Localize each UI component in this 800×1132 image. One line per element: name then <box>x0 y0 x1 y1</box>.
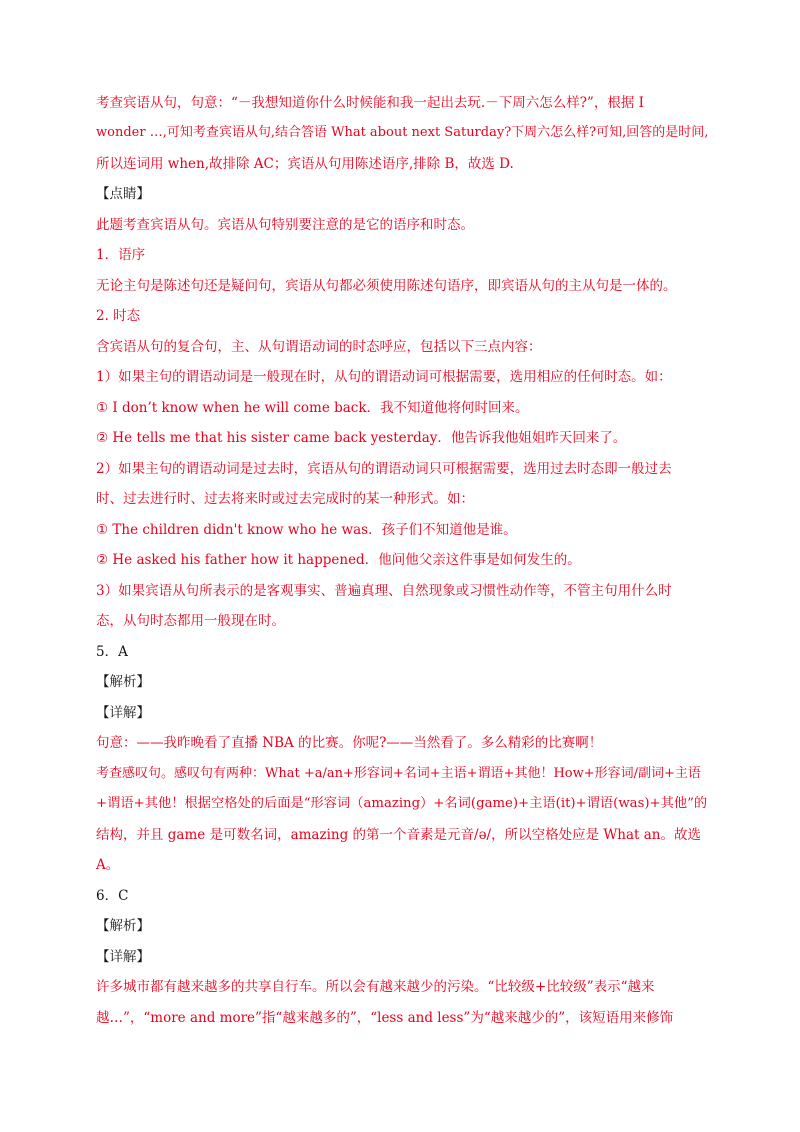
text-line: 结构，并且 game 是可数名词，amazing 的第一个音素是元音/ə/，所以空格处应是 What an。故选 <box>96 827 701 843</box>
question-number: 5．A <box>96 644 128 660</box>
text-line: 考查感叹句。感叹句有两种：What +a/an+形容词+名词+主语+谓语+其他！How+形容词/副词+主语 <box>96 766 701 781</box>
question-number: 6．C <box>96 888 129 904</box>
text-line: 越…”，“more and more”指“越来越多的”，“less and less”为“越来越少的”，该短语用来修饰 <box>96 1010 674 1026</box>
text-line: 考查宾语从句，句意：“－我想知道你什么时候能和我一起出去玩.－下周六怎么样?”，根据 I <box>96 95 644 111</box>
text-line: 1）如果主句的谓语动词是一般现在时，从句的谓语动词可根据需要，选用相应的任何时态。如： <box>96 369 672 385</box>
text-line: 态，从句时态都用一般现在时。 <box>96 613 285 629</box>
text-line: ① I don’t know when he will come back．我不知道他将何时回来。 <box>96 400 529 416</box>
text-line: 2. 时态 <box>96 308 141 324</box>
text-line: 2）如果主句的谓语动词是过去时，宾语从句的谓语动词只可根据需要，选用过去时态即一般过去 <box>96 461 672 477</box>
text-line: 此题考查宾语从句。宾语从句特别要注意的是它的语序和时态。 <box>96 217 474 233</box>
text-line: 3）如果宾语从句所表示的是客观事实、普遍真理、自然现象或习惯性动作等，不管主句用什么时 <box>96 583 672 599</box>
text-line: wonder …,可知考查宾语从句,结合答语 What about next Saturday?下周六怎么样?可知,回答的是时间, <box>96 125 709 140</box>
text-line: 所以连词用 when,故排除 AC；宾语从句用陈述语序,排除 B，故选 D. <box>96 156 514 172</box>
text-line: 1．语序 <box>96 247 146 263</box>
text-line: 无论主句是陈述句还是疑问句，宾语从句都必须使用陈述句语序，即宾语从句的主从句是一体的。 <box>96 278 677 294</box>
section-heading: 【详解】 <box>96 705 150 721</box>
text-line: 许多城市都有越来越多的共享自行车。所以会有越来越少的污染。“比较级+比较级”表示“越来 <box>96 979 655 995</box>
section-heading: 【点睛】 <box>96 186 150 202</box>
section-heading: 【解析】 <box>96 674 150 690</box>
text-line: +谓语+其他！根据空格处的后面是“形容词（amazing）+名词(game)+主语(it)+谓语(was)+其他”的 <box>96 796 708 811</box>
text-line: ① The children didn't know who he was．孩子们不知道他是谁。 <box>96 522 517 538</box>
text-line: 时、过去进行时、过去将来时或过去完成时的某一种形式。如： <box>96 491 474 507</box>
text-line: 含宾语从句的复合句，主、从句谓语动词的时态呼应，包括以下三点内容： <box>96 339 542 355</box>
text-line: 句意：——我昨晚看了直播 NBA 的比赛。你呢?——当然看了。多么精彩的比赛啊！ <box>96 735 603 751</box>
section-heading: 【详解】 <box>96 949 150 965</box>
text-line: A。 <box>96 857 120 873</box>
section-heading: 【解析】 <box>96 918 150 934</box>
text-line: ② He asked his father how it happened．他问他父亲这件事是如何发生的。 <box>96 552 581 568</box>
text-line: ② He tells me that his sister came back yesterday．他告诉我他姐姐昨天回来了。 <box>96 430 627 446</box>
